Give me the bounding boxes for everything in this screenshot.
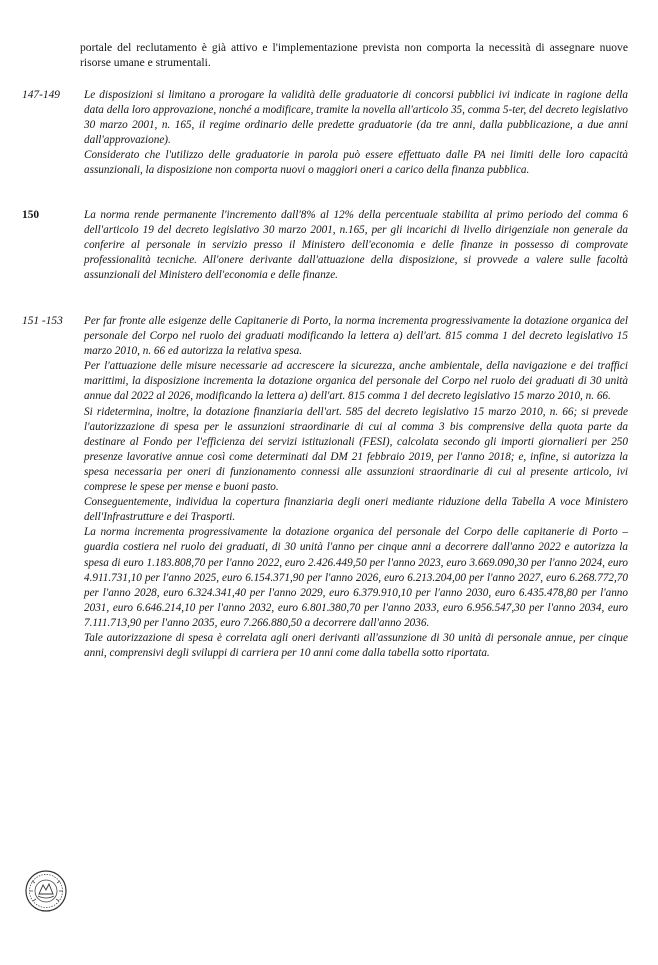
section-paragraph: Considerato che l'utilizzo delle graduatorie in parola può essere effettuato dalle PA nei limiti delle loro capacità assunzionali, la disposizione non comporta nuovi o maggiori oneri a carico della finanza pubblica. — [84, 149, 628, 177]
section-ref: 151 -153 — [22, 315, 63, 327]
section-paragraph: La norma rende permanente l'incremento dall'8% al 12% della percentuale stabilita al primo periodo del comma 6 dell'articolo 19 del decreto legislativo 30 marzo 2001, n.165, per gli incarichi di livello dirigenziale non generale da conferire al personale in servizio presso il Ministero dell'economia e delle finanze in possesso di comprovate professionalità tecniche. All'onere derivante dall'attuazione della disposizione, si provvede a valere sulle facoltà assunzionali del Ministero dell'economia e delle finanze. — [84, 209, 628, 282]
section-paragraph: Conseguentemente, individua la copertura finanziaria degli oneri mediante riduzione della Tabella A voce Ministero dell'Infrastrutture e dei Trasporti. — [84, 496, 628, 524]
section-paragraph: Si ridetermina, inoltre, la dotazione finanziaria dell'art. 585 del decreto legislativo 15 marzo 2010, n. 66; si prevede l'autorizzazione di spesa per le assunzioni straordinarie di cui al comma 3 bis comprensive della quota parte da destinare al Fondo per l'efficienza dei servizi istituzionali (FESI), calcolata secondo gli importi giornalieri per 250 presenze lavorative annue così come determinati dal DM 21 febbraio 2019, per l'anno 2018; e, infine, si autorizza la spesa necessaria per oneri di funzionamento connessi alle assunzioni straordinarie di cui al presente articolo, ivi comprese le spese per mense e buoni pasto. — [84, 405, 628, 494]
section-paragraph: Per l'attuazione delle misure necessarie ad accrescere la sicurezza, anche ambientale, della navigazione e dei traffici marittimi, la disposizione incrementa la dotazione organica del personale del Corpo nel ruolo dei graduati di 30 unità annue dal 2022 al 2026, modificando la lettera a) dell'art. 815 comma 1 del decreto legislativo 15 marzo 2010, n. 66. — [84, 360, 628, 403]
section-body — [84, 88, 628, 179]
section-ref: 147-149 — [22, 89, 60, 101]
section-paragraph: Per far fronte alle esigenze delle Capitanerie di Porto, la norma incrementa progressivamente la dotazione organica del personale del Corpo nel ruolo dei graduati modificando la lettera a) dell'art. 815 comma 1 del decreto legislativo 15 marzo 2010, n. 66 ed autorizza la relativa spesa. — [84, 315, 628, 358]
intro-paragraph: portale del reclutamento è già attivo e l'implementazione prevista non comporta la necessità di assegnare nuove risorse umane e strumentali. — [80, 41, 628, 70]
section-paragraph: La norma incrementa progressivamente la dotazione organica del personale del Corpo delle capitanerie di Porto – guardia costiera nel ruolo dei graduati, di 30 unità l'anno per cinque anni a decorrere dall'anno 2022 e autorizza la spesa di euro 1.183.808,70 per l'anno 2022, euro 2.426.449,50 per l'anno 2023, euro 3.669.090,30 per l'anno 2024, euro 4.911.731,10 per l'anno 2025, euro 6.154.371,90 per l'anno 2026, euro 6.213.204,00 per l'anno 2027, euro 6.268.772,70 per l'anno 2028, euro 6.324.341,40 per l'anno 2029, euro 6.379.910,10 per l'anno 2030, euro 6.435.478,80 per l'anno 2031, euro 6.646.214,10 per l'anno 2032, euro 6.801.380,70 per l'anno 2033, euro 6.956.547,30 per l'anno 2034, euro 7.111.713,90 per l'anno 2035, euro 7.266.880,50 a decorrere dall'anno 2036. — [84, 526, 628, 629]
official-seal-icon — [24, 869, 68, 913]
section-paragraph: Le disposizioni si limitano a prorogare la validità delle graduatorie di concorsi pubblici ivi indicate in ragione della data della loro approvazione, nonché a modificare, tramite la novella all'articolo 35, comma 5-ter, del decreto legislativo 30 marzo 2001, n. 165, il regime ordinario delle predette graduatorie (da tre anni, dalla pubblicazione, a due anni dall'approvazione). — [84, 89, 628, 147]
section-body — [84, 314, 628, 661]
section-body — [84, 208, 628, 283]
section-paragraph: Tale autorizzazione di spesa è correlata agli oneri derivanti all'assunzione di 30 unità di personale annue, per cinque anni, comprensivi degli sviluppi di carriera per 10 anni come dalla tabella sotto riportata. — [84, 631, 628, 660]
section-ref: 150 — [22, 209, 40, 221]
